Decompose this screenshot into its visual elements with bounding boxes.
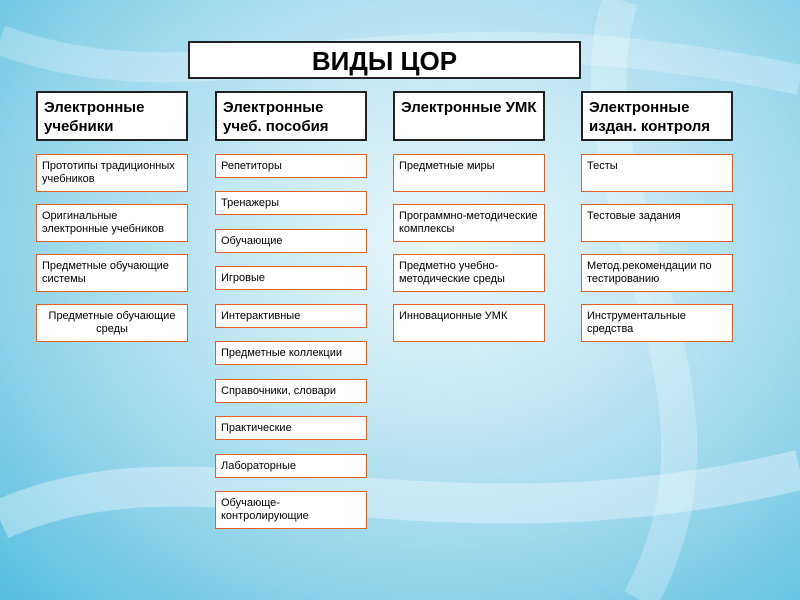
item-teaching: Обучающие (215, 229, 367, 253)
header-electronic-manuals: Электронные учеб. пособия (215, 91, 367, 141)
item-subject-learning-systems: Предметные обучающие системы (36, 254, 188, 292)
item-test-tasks: Тестовые задания (581, 204, 733, 242)
item-interactive: Интерактивные (215, 304, 367, 328)
item-simulators: Тренажеры (215, 191, 367, 215)
item-tutors: Репетиторы (215, 154, 367, 178)
item-subject-worlds: Предметные миры (393, 154, 545, 192)
item-teaching-controlling: Обучающе-контролирующие (215, 491, 367, 529)
header-electronic-umk: Электронные УМК (393, 91, 545, 141)
item-instrumental-tools: Инструментальные средства (581, 304, 733, 342)
item-subject-methodical-environments: Предметно учебно-методические среды (393, 254, 545, 292)
item-software-methodical-complexes: Программно-методические комплексы (393, 204, 545, 242)
header-electronic-textbooks: Электронные учебники (36, 91, 188, 141)
item-subject-learning-environments: Предметные обучающие среды (36, 304, 188, 342)
item-subject-collections: Предметные коллекции (215, 341, 367, 365)
header-electronic-control-editions: Электронные издан. контроля (581, 91, 733, 141)
item-practical: Практические (215, 416, 367, 440)
item-laboratory: Лабораторные (215, 454, 367, 478)
diagram-title: ВИДЫ ЦОР (188, 41, 581, 79)
item-games: Игровые (215, 266, 367, 290)
item-prototypes: Прототипы традиционных учебников (36, 154, 188, 192)
item-reference-dictionaries: Справочники, словари (215, 379, 367, 403)
item-original-textbooks: Оригинальные электронные учебников (36, 204, 188, 242)
item-testing-recommendations: Метод.рекомендации по тестированию (581, 254, 733, 292)
item-innovative-umk: Инновационные УМК (393, 304, 545, 342)
item-tests: Тесты (581, 154, 733, 192)
